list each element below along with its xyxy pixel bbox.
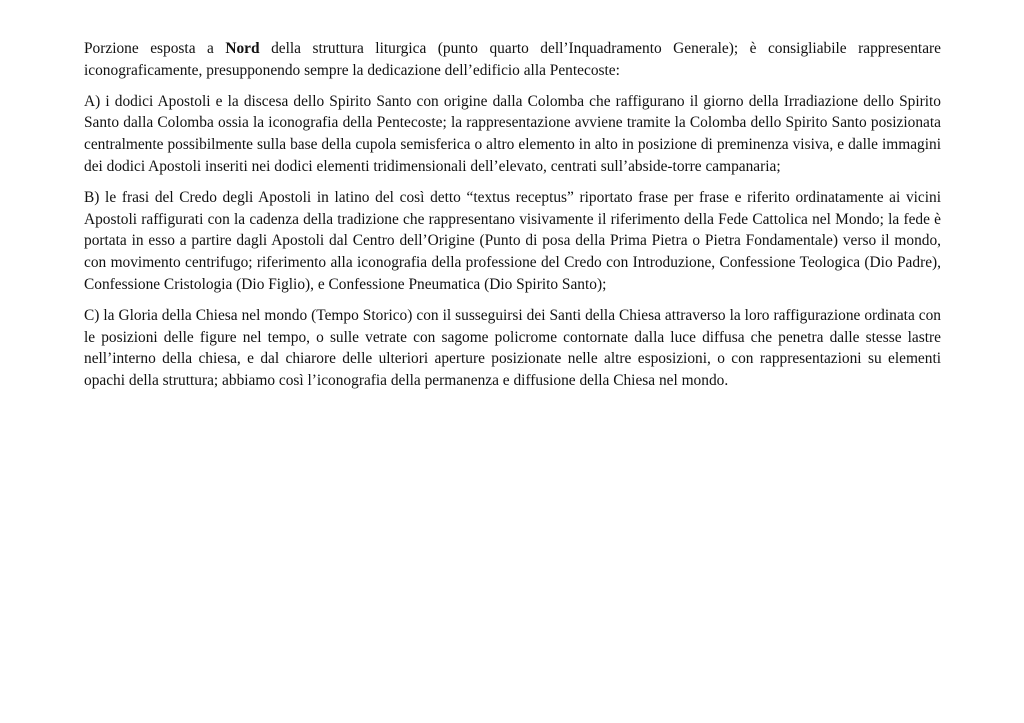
intro-bold-word: Nord [225,40,260,57]
paragraph-c: C) la Gloria della Chiesa nel mondo (Tempo Storico) con il susseguirsi dei Santi della Chiesa attraverso la loro raffigurazione ordinata con le posizioni delle figure nel tempo, o sulle vetrate con sagome policrome contornate dalla luce diffusa che penetra dalle stesse lastre nell’interno della chiesa, e dal chiarore delle ulteriori aperture posizionate nelle altre esposizioni, o con rappresentazioni su elementi opachi della struttura; abbiamo così l’iconografia della permanenza e diffusione della Chiesa nel mondo. [84,306,941,390]
paragraph-b: B) le frasi del Credo degli Apostoli in latino del così detto “textus receptus” riportato frase per frase e riferito ordinatamente ai vicini Apostoli raffigurati con la cadenza della tradizione che rappresentano visivamente il riferimento della Fede Cattolica nel Mondo; la fede è portata in esso a partire dagli Apostoli dal Centro dell’Origine (Punto di posa della Prima Pietra o Pietra Fondamentale) verso il mondo, con movimento centrifugo; riferimento alla iconografia della professione del Credo con Introduzione, Confessione Teologica (Dio Padre), Confessione Cristologia (Dio Figlio), e Confessione Pneumatica (Dio Spirito Santo); [84,188,941,293]
intro-text-start: Porzione esposta a [84,40,226,57]
intro-paragraph [84,38,941,82]
document-body [84,38,941,401]
paragraph-a: A) i dodici Apostoli e la discesa dello Spirito Santo con origine dalla Colomba che raffigurano il giorno della Irradiazione dello Spirito Santo dalla Colomba ossia la iconografia della Pentecoste; la rappresentazione avviene tramite la Colomba dello Spirito Santo posizionata centralmente possibilmente sulla base della cupola semisferica o altro elemento in alto in posizione di preminenza visiva, e dalle immagini dei dodici Apostoli inseriti nei dodici elementi tridimensionali dell’elevato, centrati sull’abside-torre campanaria; [84,92,941,175]
intro-text-end: della struttura liturgica (punto quarto dell’Inquadramento Generale); è consigliabile rappresentare iconograficamente, presupponendo sempre la dedicazione dell’edificio alla Pentecoste: [84,40,941,79]
